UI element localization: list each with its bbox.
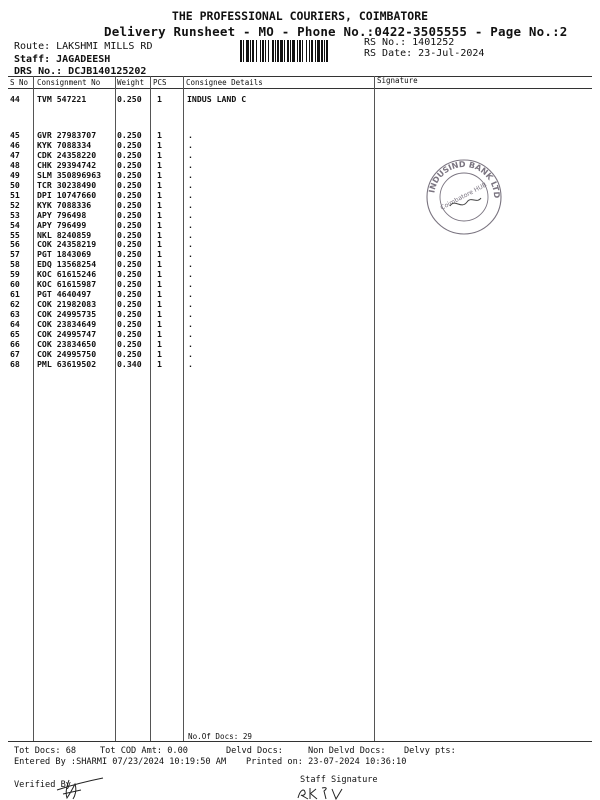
col-divider [183,76,184,741]
rs-number: RS No.: 1401252 [364,37,455,48]
row-pcs: 1 [157,169,162,180]
row-pcs: 1 [157,309,162,320]
row-consignment: GVR 27983707 [37,130,97,140]
row-consignee: . [188,338,193,349]
verified-by-label: Verified By [14,780,71,790]
row-pcs: 1 [157,348,162,359]
row-weight: 0.250 [117,139,142,150]
row-consignment: COK 24358219 [37,239,97,250]
drs-number: DRS No.: DCJB140125202 [14,66,147,77]
row-consignment: DPI 10747660 [37,189,97,200]
row-sno: 65 [10,329,20,339]
row-pcs: 1 [157,249,162,260]
col-divider [115,76,116,741]
tot-docs: Tot Docs: 68 [14,746,77,756]
row-sno: 55 [10,229,20,240]
row-weight: 0.250 [117,239,142,250]
row-consignee: . [188,299,193,310]
row-sno: 52 [10,199,20,210]
row-consignment: KOC 61615987 [37,279,97,290]
row-sno: 45 [10,130,20,140]
row-pcs: 1 [157,269,162,280]
row-consignment: APY 796499 [37,219,87,230]
route-label: Route: LAKSHMI MILLS RD [14,41,153,52]
row-consignee: . [188,159,193,170]
row-consignment: PML 63619502 [37,358,97,369]
non-delvd-docs: Non Delvd Docs: [308,746,386,756]
row-consignment: COK 24995750 [37,348,97,359]
table-top-border [8,76,592,77]
row-consignment: CDK 24358220 [37,149,97,160]
col-divider [374,76,375,741]
row-pcs: 1 [157,338,162,349]
row-consignee: . [188,259,193,270]
row-consignee: . [188,229,193,240]
row-weight: 0.250 [117,189,142,200]
row-weight: 0.250 [117,169,142,180]
row-pcs: 1 [157,189,162,200]
col-header-consignee: Consignee Details [186,78,263,87]
row-sno: 53 [10,209,20,220]
col-header-pcs: PCS [153,78,167,87]
row-weight: 0.250 [117,179,142,190]
row-sno: 47 [10,149,20,160]
row-consignee: . [188,329,193,339]
no-of-docs: No.Of Docs: 29 [188,732,253,741]
row-consignment: TVM 547221 [37,94,87,104]
row-pcs: 1 [157,358,162,369]
row-consignee: . [188,239,193,250]
row-consignment: APY 796498 [37,209,87,220]
row-consignee: . [188,169,193,180]
row-consignee: INDUS LAND C [187,94,247,104]
row-weight: 0.250 [117,338,142,349]
row-pcs: 1 [157,199,162,210]
col-divider [33,76,34,741]
row-pcs: 1 [157,279,162,290]
col-header-consignment: Consignment No [37,78,101,87]
row-weight: 0.340 [117,358,142,369]
row-sno: 68 [10,358,20,369]
row-consignment: SLM 350896963 [37,169,102,180]
row-pcs: 1 [157,239,162,250]
row-consignment: CHK 29394742 [37,159,97,170]
row-consignee: . [188,149,193,160]
row-pcs: 1 [157,159,162,170]
row-pcs: 1 [157,139,162,150]
row-weight: 0.250 [117,149,142,160]
col-header-sno: S No [10,78,29,87]
row-sno: 64 [10,319,20,330]
row-sno: 56 [10,239,20,250]
verified-signature [55,776,105,800]
row-sno: 49 [10,169,20,180]
delvd-docs: Delvd Docs: [226,746,283,756]
company-title: THE PROFESSIONAL COURIERS, COIMBATORE [171,9,429,23]
row-sno: 54 [10,219,20,230]
tot-cod-amt: Tot COD Amt: 0.00 [100,746,188,756]
row-consignment: KYK 7088334 [37,139,92,150]
row-weight: 0.250 [117,229,142,240]
row-pcs: 1 [157,329,162,339]
row-consignee: . [188,219,193,230]
row-sno: 63 [10,309,20,320]
row-weight: 0.250 [117,289,142,300]
row-pcs: 1 [157,94,162,104]
row-pcs: 1 [157,130,162,140]
row-consignee: . [188,249,193,260]
col-divider [150,76,151,741]
row-sno: 66 [10,338,20,349]
row-consignee: . [188,139,193,150]
row-weight: 0.250 [117,269,142,280]
row-sno: 58 [10,259,20,270]
row-sno: 48 [10,159,20,170]
row-consignee: . [188,189,193,200]
row-weight: 0.250 [117,209,142,220]
row-consignee: . [188,348,193,359]
row-weight: 0.250 [117,329,142,339]
row-sno: 44 [10,94,20,104]
stamp-ring-text: INDUSIND BANK LTD [427,159,502,199]
row-consignment: COK 23834649 [37,319,97,330]
row-weight: 0.250 [117,130,142,140]
entered-by: Entered By :SHARMI 07/23/2024 10:19:50 AM [14,757,227,767]
row-pcs: 1 [157,289,162,300]
row-consignee: . [188,279,193,290]
row-pcs: 1 [157,179,162,190]
staff-signature-label: Staff Signature [300,775,378,785]
row-sno: 57 [10,249,20,260]
staff-label: Staff: JAGADEESH [14,54,111,65]
row-pcs: 1 [157,319,162,330]
row-sno: 51 [10,189,20,200]
printed-on: Printed on: 23-07-2024 10:36:10 [246,757,407,767]
row-consignment: PGT 4640497 [37,289,92,300]
row-consignee: . [188,199,193,210]
row-consignment: COK 24995735 [37,309,97,320]
row-pcs: 1 [157,209,162,220]
row-weight: 0.250 [117,299,142,310]
row-weight: 0.250 [117,309,142,320]
row-sno: 61 [10,289,20,300]
row-sno: 62 [10,299,20,310]
row-sno: 46 [10,139,20,150]
rs-date: RS Date: 23-Jul-2024 [364,48,485,59]
table-header-border [8,88,592,89]
row-pcs: 1 [157,299,162,310]
row-consignment: COK 24995747 [37,329,97,339]
row-consignee: . [188,179,193,190]
row-consignment: COK 21982083 [37,299,97,310]
row-sno: 60 [10,279,20,290]
row-sno: 59 [10,269,20,280]
col-header-weight: Weight [117,78,145,87]
row-weight: 0.250 [117,199,142,210]
table-bottom-border [8,741,592,742]
row-pcs: 1 [157,229,162,240]
row-sno: 67 [10,348,20,359]
row-consignment: KYK 7088336 [37,199,92,210]
row-weight: 0.250 [117,319,142,330]
delvy-pts: Delvy pts: [404,746,456,756]
row-weight: 0.250 [117,279,142,290]
col-header-signature: Signature [377,76,418,85]
row-consignee: . [188,130,193,140]
row-consignee: . [188,289,193,300]
row-consignment: EDQ 13568254 [37,259,97,270]
row-consignment: NKL 8240859 [37,229,92,240]
row-consignee: . [188,269,193,280]
row-weight: 0.250 [117,259,142,270]
row-pcs: 1 [157,149,162,160]
row-weight: 0.250 [117,159,142,170]
row-consignment: PGT 1843069 [37,249,92,260]
row-consignment: COK 23834650 [37,338,97,349]
row-consignee: . [188,309,193,320]
row-weight: 0.250 [117,219,142,230]
row-consignee: . [188,319,193,330]
row-consignment: KOC 61615246 [37,269,97,280]
row-weight: 0.250 [117,348,142,359]
row-pcs: 1 [157,259,162,270]
bank-stamp [425,158,503,236]
barcode [240,40,356,62]
row-consignment: TCR 30238490 [37,179,97,190]
row-weight: 0.250 [117,249,142,260]
row-consignee: . [188,209,193,220]
row-sno: 50 [10,179,20,190]
stamp-center-text: Coimbatore HUB [439,181,489,212]
row-consignee: . [188,358,193,369]
runsheet-title: Delivery Runsheet - MO - Phone No.:0422-3505555 - Page No.:2 [104,24,568,39]
staff-signature [296,786,358,800]
row-pcs: 1 [157,219,162,230]
row-weight: 0.250 [117,94,142,104]
